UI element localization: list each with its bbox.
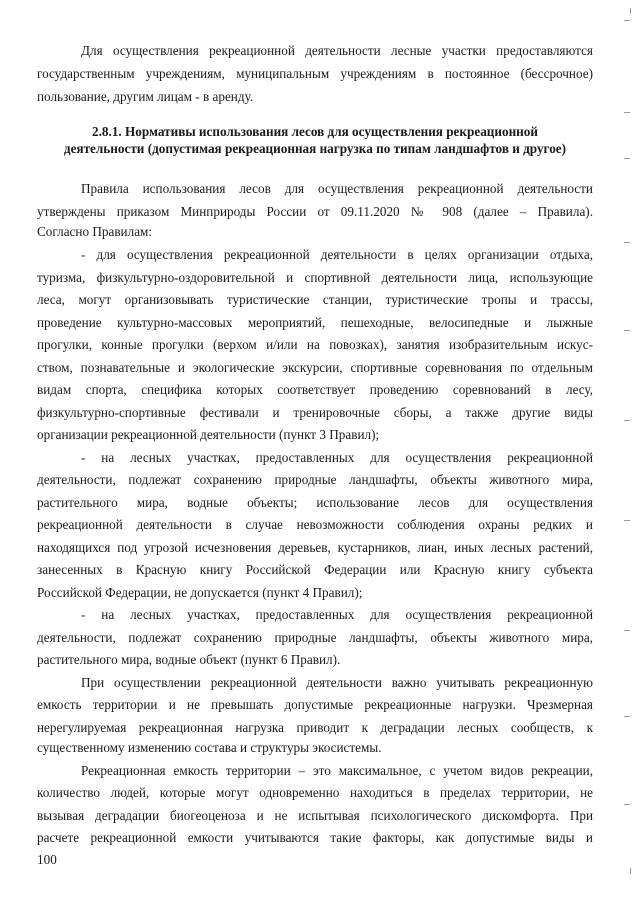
text-line: емкость территории и не превышать допустимые рекреационные нагрузки. Чрезмерная <box>37 697 593 712</box>
scan-mark <box>630 8 631 14</box>
text-line: Правила использования лесов для осуществления рекреационной деятельности <box>81 181 593 196</box>
text-line: Российской Федерации, не допускается (пункт 4 Правил); <box>37 585 363 600</box>
scan-mark <box>624 804 630 805</box>
text-line: пользование, другим лицам - в аренду. <box>37 89 254 104</box>
text-line: - на лесных участках, предоставленных для осуществления рекреационной <box>81 450 593 465</box>
text-line: занесенных в Красную книгу Российской Федерации или Красную книгу субъекта <box>37 562 593 577</box>
text-line: леса, могут организовывать туристические станции, туристические тропы и трассы, <box>37 292 593 307</box>
text-line: нерегулируемая рекреационная нагрузка приводит к деградации лесных сообществ, к <box>37 720 593 735</box>
text-line: существенному изменению состава и структуры экосистемы. <box>37 740 382 755</box>
scan-mark <box>624 420 630 421</box>
text-line: Для осуществления рекреационной деятельности лесные участки предоставляются <box>81 43 593 58</box>
text-line: растительного мира, водные объекты; использование лесов для осуществления <box>37 495 593 510</box>
text-line: количество людей, которые могут одновременно находиться в пределах территории, не <box>37 785 593 800</box>
text-line: проведение культурно-массовых мероприятий, пешеходные, велосипедные и лыжные <box>37 315 593 330</box>
text-line: утверждены приказом Минприроды России от 09.11.2020 № 908 (далее – Правила). <box>37 204 593 219</box>
scan-mark <box>630 868 631 874</box>
text-line: вызывая деградации биогеоценоза и не испытывая психологического дискомфорта. При <box>37 808 593 823</box>
text-line: деятельности, подлежат сохранению природные ландшафты, объекты животного мира, <box>37 630 593 645</box>
text-line: рекреационной деятельности в случае невозможности соблюдения охраны редких и <box>37 517 593 532</box>
text-line: физкультурно-спортивные фестивали и тренировочные сборы, а также другие виды <box>37 405 593 420</box>
scan-mark <box>624 630 630 631</box>
scan-mark <box>624 242 630 243</box>
scan-mark <box>624 520 630 521</box>
page-number: 100 <box>37 852 57 867</box>
text-line: Согласно Правилам: <box>37 224 153 239</box>
text-line: туризма, физкультурно-оздоровительной и спортивной деятельности лица, использующие <box>37 270 593 285</box>
text-line: деятельности, подлежат сохранению природные ландшафты, объекты животного мира, <box>37 472 593 487</box>
text-line: Рекреационная емкость территории – это максимальное, с учетом видов рекреации, <box>81 763 593 778</box>
text-line: - для осуществления рекреационной деятельности в целях организации отдыха, <box>81 247 593 262</box>
scan-mark <box>624 716 630 717</box>
text-line: прогулки, конные прогулки (верхом и/или на повозках), занятия изобразительным искус- <box>37 337 593 352</box>
section-heading-line: 2.8.1. Нормативы использования лесов для осуществления рекреационной <box>92 124 538 139</box>
scan-mark <box>624 330 630 331</box>
text-line: растительного мира, водные объект (пункт 6 Правил). <box>37 652 341 667</box>
section-heading-line: деятельности (допустимая рекреационная нагрузка по типам ландшафтов и другое) <box>63 141 567 156</box>
text-line: организации рекреационной деятельности (пункт 3 Правил); <box>37 427 380 442</box>
text-line: ством, познавательные и экологические экскурсии, спортивные соревнования по отдельным <box>37 360 593 375</box>
text-line: При осуществлении рекреационной деятельности важно учитывать рекреационную <box>81 675 593 690</box>
scan-mark <box>624 112 630 113</box>
text-line: видам спорта, специфика которых соответствует проведению соревнований в лесу, <box>37 382 593 397</box>
text-line: - на лесных участках, предоставленных для осуществления рекреационной <box>81 607 593 622</box>
text-line: государственным учреждениям, муниципальным учреждениям в постоянное (бессрочное) <box>37 66 593 81</box>
scan-mark <box>624 158 630 159</box>
text-line: находящихся под угрозой исчезновения деревьев, кустарников, лиан, иных лесных растений, <box>37 540 593 555</box>
scan-mark <box>624 20 630 21</box>
text-line: расчете рекреационной емкости учитываются такие факторы, как допустимые виды и <box>37 830 593 845</box>
